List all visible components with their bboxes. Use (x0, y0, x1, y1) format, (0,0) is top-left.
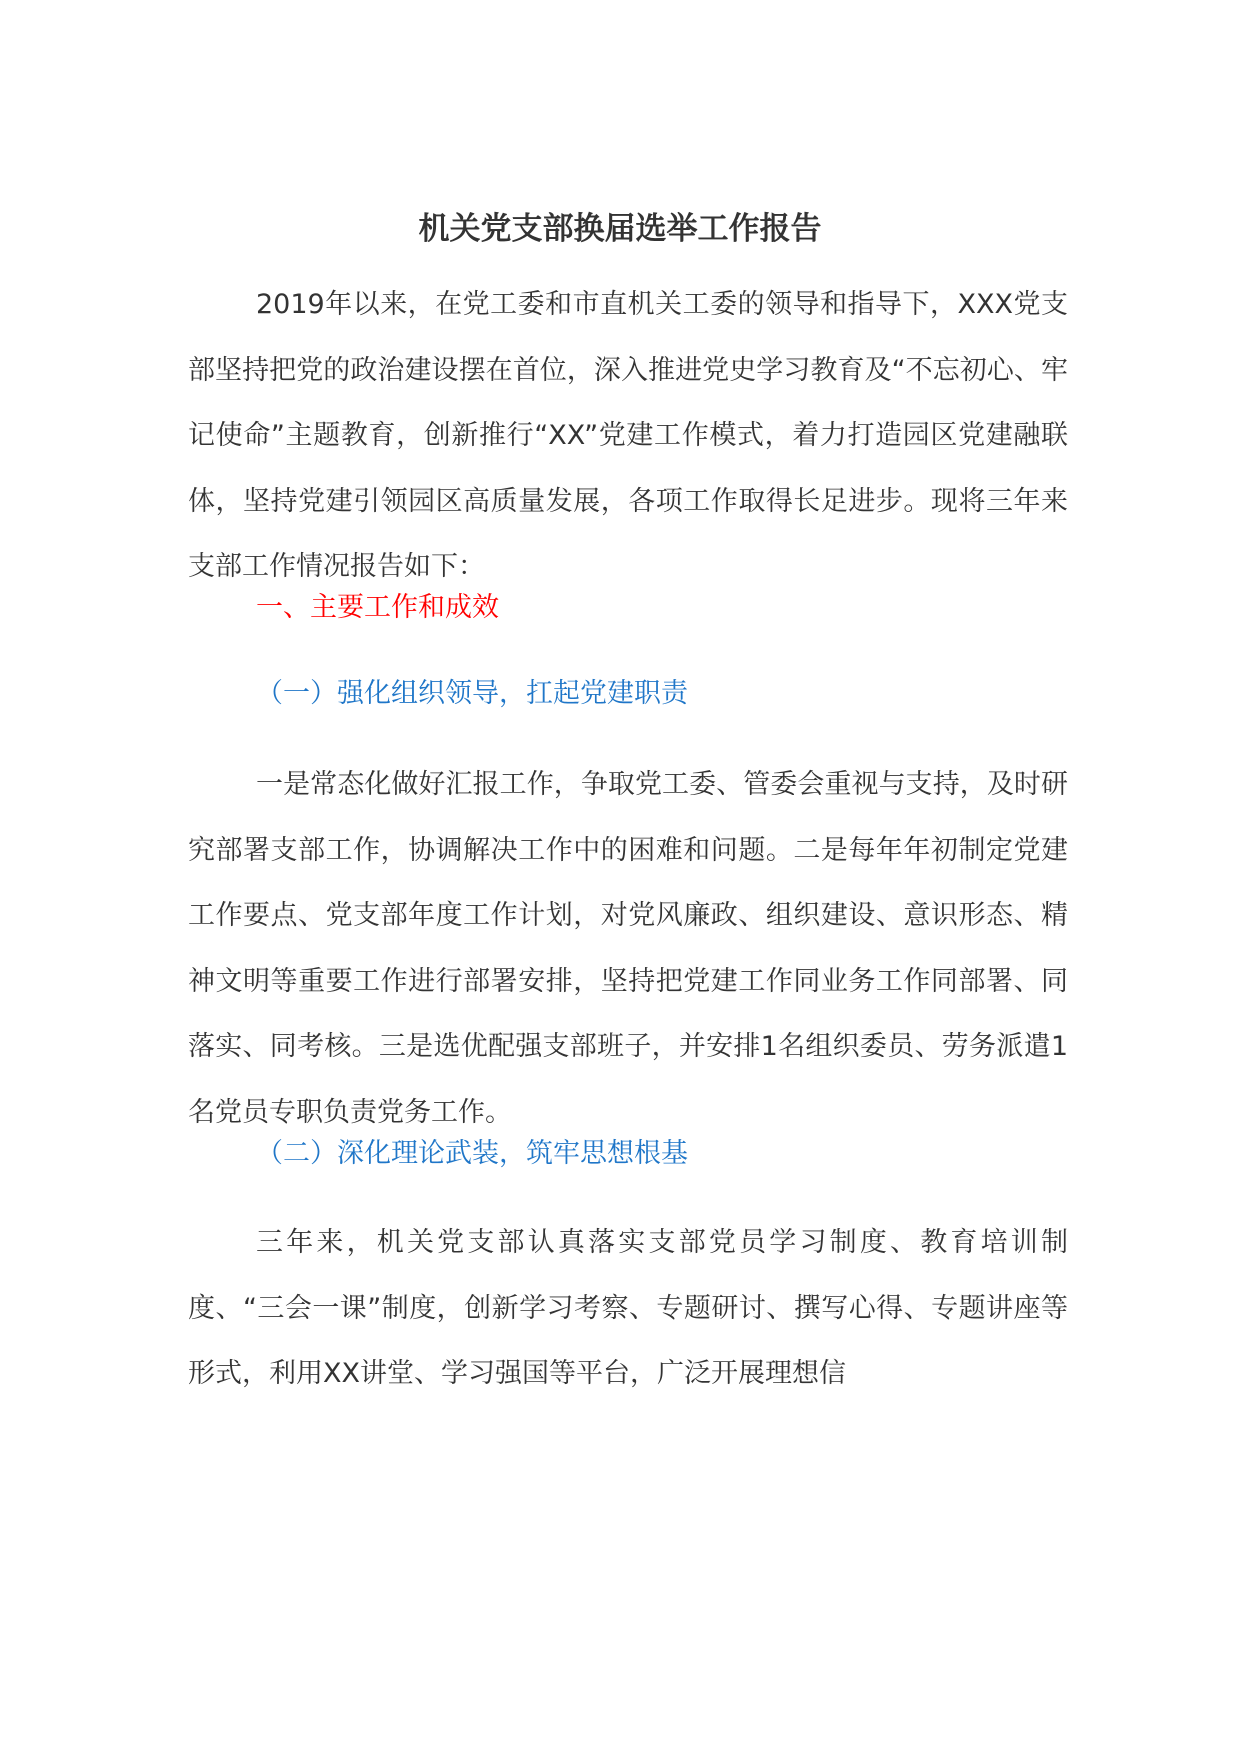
intro-paragraph: 2019年以来，在党工委和市直机关工委的领导和指导下，XXX党支部坚持把党的政治建设摆在首位，深入推进党史学习教育及“不忘初心、牢记使命”主题教育，创新推行“XX”党建工作模式，着力打造园区党建融联体，坚持党建引领园区高质量发展，各项工作取得长足进步。现将三年来支部工作情况报告如下： (188, 289, 1068, 582)
subsection-heading-organization: （一）强化组织领导，扛起党建职责 (256, 678, 688, 709)
subsection-2-paragraph: 三年来，机关党支部认真落实支部党员学习制度、教育培训制度、“三会一课”制度，创新学习考察、专题研讨、撰写心得、专题讲座等形式，利用XX讲堂、学习强国等平台，广泛开展理想信 (188, 1227, 1068, 1389)
subsection-1-paragraph: 一是常态化做好汇报工作，争取党工委、管委会重视与支持，及时研究部署支部工作，协调解决工作中的困难和问题。二是每年年初制定党建工作要点、党支部年度工作计划，对党风廉政、组织建设、意识形态、精神文明等重要工作进行部署安排，坚持把党建工作同业务工作同部署、同落实、同考核。三是选优配强支部班子，并安排1名组织委员、劳务派遣1名党员专职负责党务工作。 (188, 769, 1068, 1128)
subsection-heading-theory: （二）深化理论武装，筑牢思想根基 (256, 1138, 688, 1169)
document-title: 机关党支部换届选举工作报告 (418, 211, 822, 247)
section-heading-main-work: 一、主要工作和成效 (256, 592, 499, 623)
